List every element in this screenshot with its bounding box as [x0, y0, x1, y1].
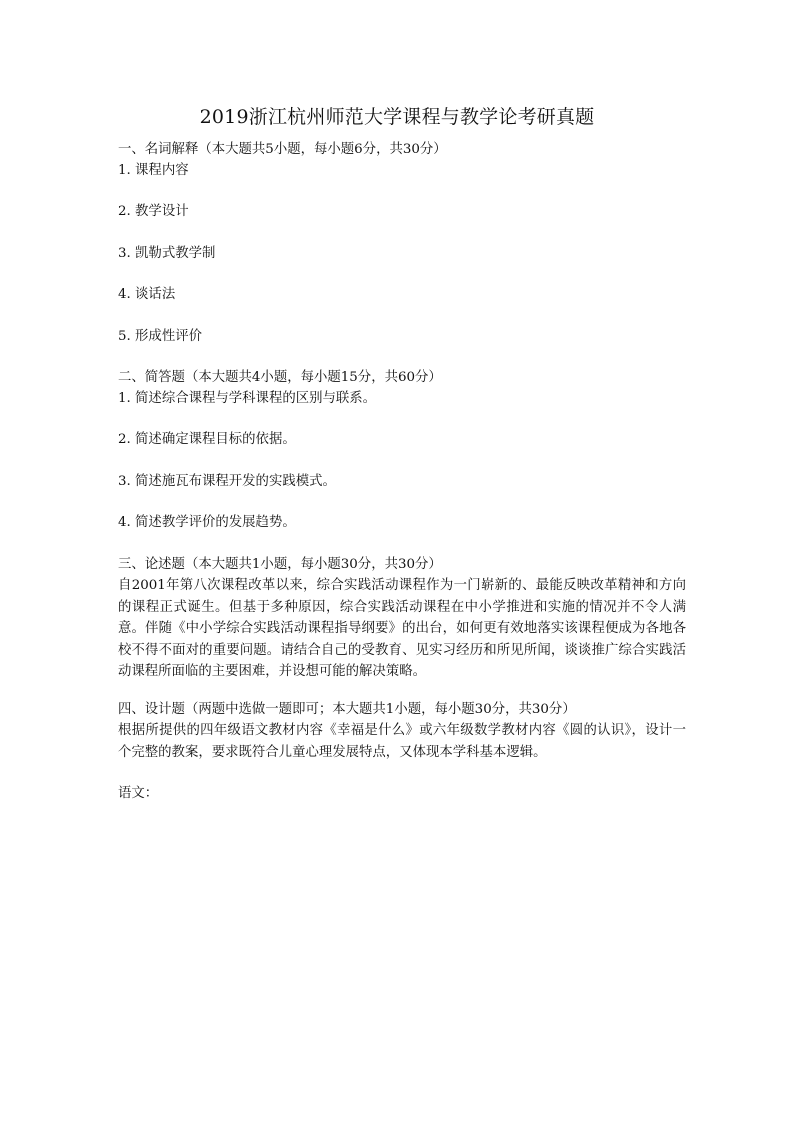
- list-item: 1. 课程内容: [118, 163, 189, 178]
- list-item: 5. 形成性评价: [118, 329, 202, 344]
- section-4-body: 根据所提供的四年级语文教材内容《幸福是什么》或六年级数学教材内容《圆的认识》，设计一个完整的教案，要求既符合儿童心理发展特点，又体现本学科基本逻辑。: [118, 723, 686, 760]
- section-1-heading: 一、名词解释（本大题共5小题，每小题6分，共30分）: [118, 142, 447, 157]
- section-3-heading: 三、论述题（本大题共1小题，每小题30分，共30分）: [118, 557, 442, 572]
- list-item: 3. 简述施瓦布课程开发的实践模式。: [118, 474, 336, 489]
- subject-label: 语文：: [118, 786, 159, 801]
- page-title: 2019浙江杭州师范大学课程与教学论考研真题: [199, 106, 595, 128]
- list-item: 4. 简述教学评价的发展趋势。: [118, 515, 296, 530]
- section-4-heading: 四、设计题（两题中选做一题即可；本大题共1小题，每小题30分，共30分）: [118, 702, 576, 717]
- section-3-body: 自2001年第八次课程改革以来，综合实践活动课程作为一门崭新的、最能反映改革精神和方向的课程正式诞生。但基于多种原因，综合实践活动课程在中小学推进和实施的情况并不令人满意。伴随《中小学综合实践活动课程指导纲要》的出台，如何更有效地落实该课程便成为各地各校不得不面对的重要问题。请结合自己的受教育、见实习经历和所见所闻，谈谈推广综合实践活动课程所面临的主要困难，并设想可能的解决策略。: [118, 578, 686, 679]
- list-item: 1. 简述综合课程与学科课程的区别与联系。: [118, 391, 377, 406]
- list-item: 2. 教学设计: [118, 204, 189, 219]
- list-item: 2. 简述确定课程目标的依据。: [118, 432, 296, 447]
- section-2-heading: 二、简答题（本大题共4小题，每小题15分，共60分）: [118, 370, 442, 385]
- list-item: 4. 谈话法: [118, 287, 176, 302]
- list-item: 3. 凯勒式教学制: [118, 246, 216, 261]
